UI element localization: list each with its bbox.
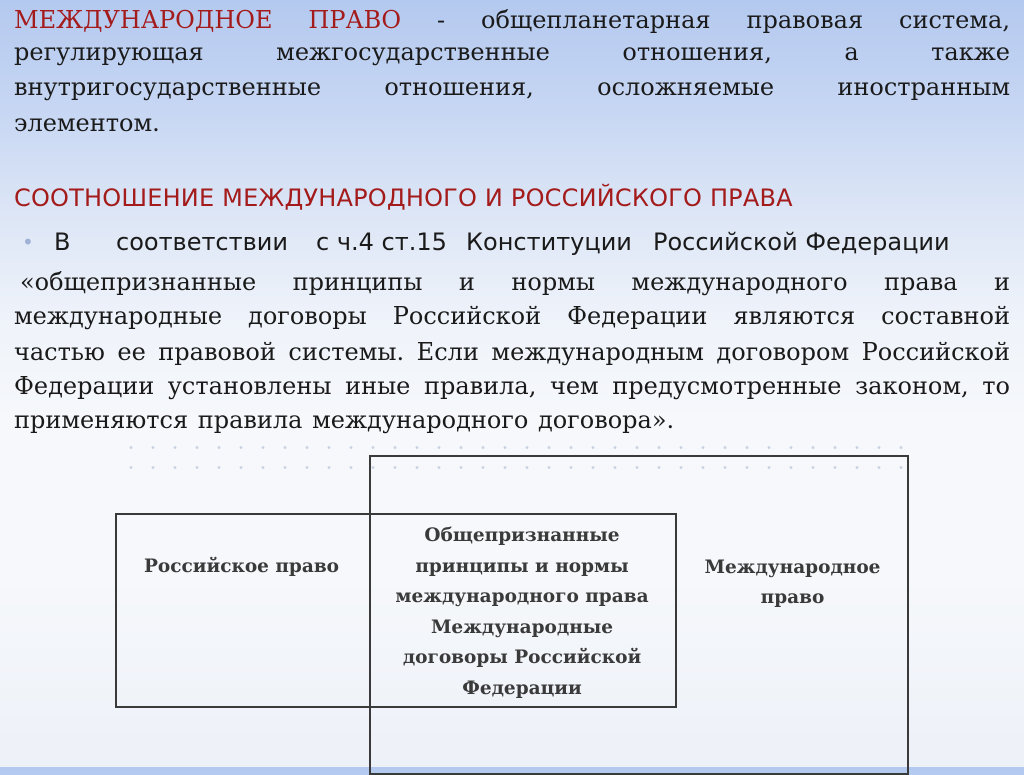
slide: МЕЖДУНАРОДНОЕ ПРАВО - общепланетарная правовая система, регулирующая межгосударственные отношения, а также внутригосударственные отношения, осложняемые иностранным элементом. СООТНОШЕНИЕ МЕЖДУНАРОДНОГО И РОССИЙСКОГО ПРАВА • В соответствии с ч.4 ст.15 Конституции Российской Федерации «общепризнанные принципы и нормы международного права и международные договоры Российской Федерации являются составной частью ее правовой системы. Если международным договором Российской Федерации установлены иные правила, чем предусмотренные законом, то применяются правила международного договора». Российское право Общепризнанные принципы и нормы международного права Международные договоры Российской Федерации Международное право (0, 0, 1024, 767)
quote-line: «общепризнанные принципы и нормы международного права и (20, 268, 1010, 296)
decorative-dots (120, 446, 910, 449)
bullet-icon: • (22, 230, 34, 254)
definition-line: МЕЖДУНАРОДНОЕ ПРАВО - общепланетарная правовая система, (14, 6, 1010, 34)
definition-line: регулирующая межгосударственные отношения, а также (14, 38, 1010, 66)
overlap-label: Общепризнанные принципы и нормы международного права Международные договоры Российской Федерации (395, 525, 649, 699)
quote-line: частью ее правовой системы. Если международным договором Российской (14, 338, 1010, 366)
section-heading: СООТНОШЕНИЕ МЕЖДУНАРОДНОГО И РОССИЙСКОГО ПРАВА (14, 184, 793, 212)
definition-line: внутригосударственные отношения, осложняемые иностранным (14, 73, 1010, 101)
quote-line: международные договоры Российской Федерации являются составной (14, 302, 1010, 330)
definition-line: элементом. (14, 109, 160, 137)
international-law-label: Международное право (704, 557, 881, 608)
definition-term: МЕЖДУНАРОДНОЕ ПРАВО (14, 6, 401, 34)
quote-line: Федерации установлены иные правила, чем предусмотренные законом, то (14, 372, 1010, 400)
quote-line: применяются правила международного договора». (14, 406, 675, 434)
russian-law-label: Российское право (143, 556, 340, 577)
